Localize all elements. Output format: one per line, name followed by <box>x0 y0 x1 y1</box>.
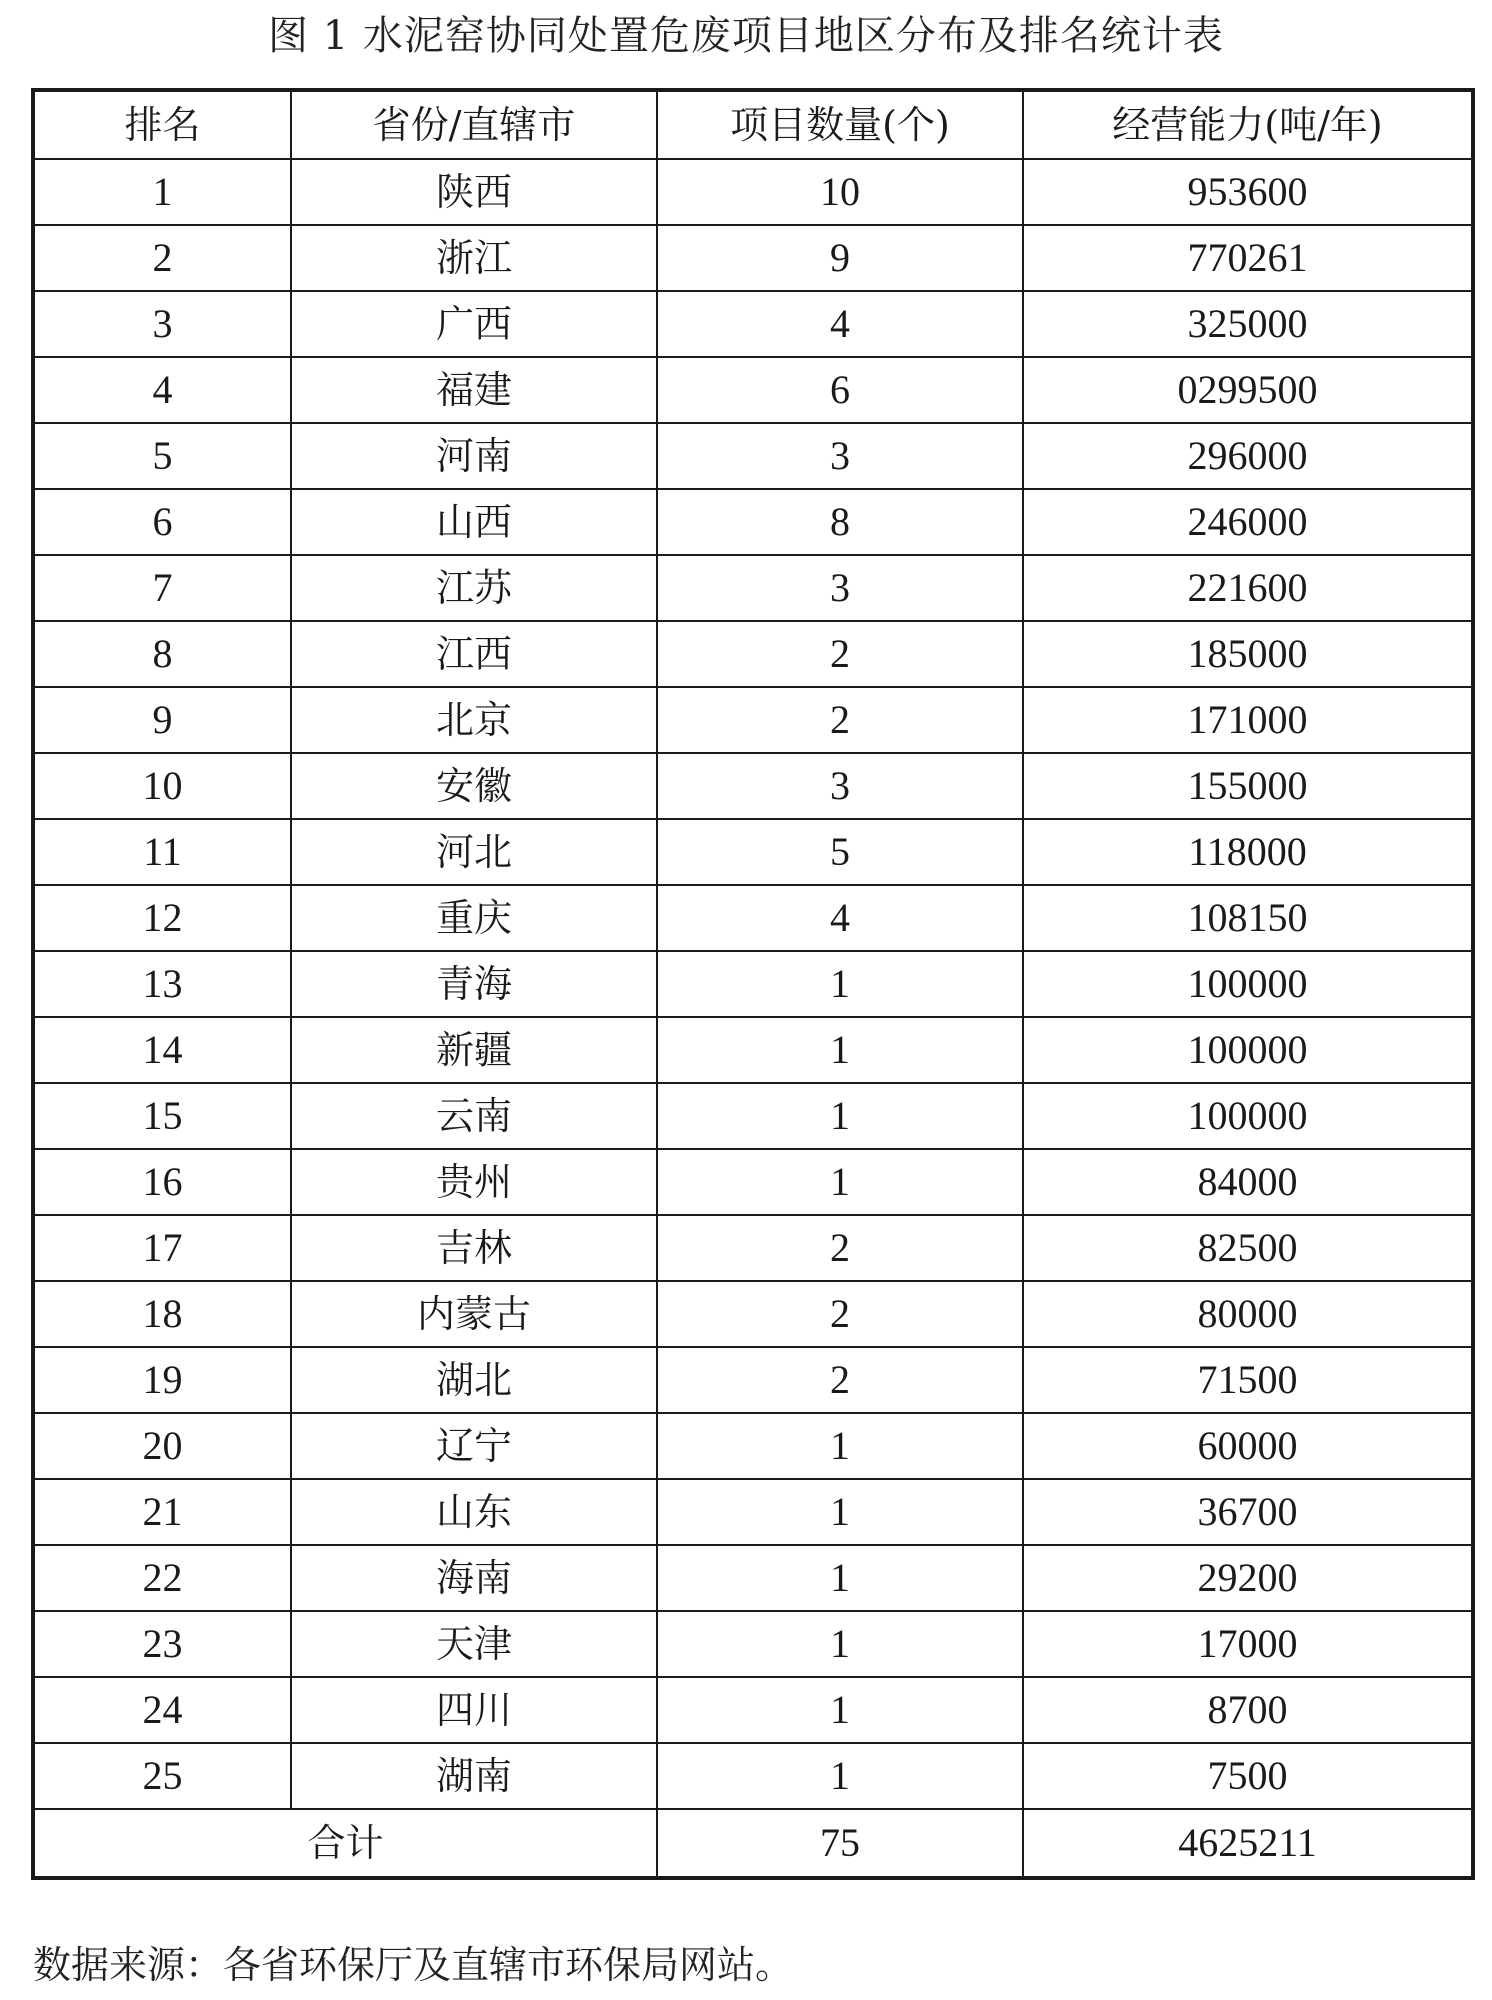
project-count-cell: 3 <box>657 423 1023 489</box>
province-cell: 安徽 <box>291 753 657 819</box>
project-count-cell: 5 <box>657 819 1023 885</box>
project-count-cell: 1 <box>657 1545 1023 1611</box>
province-cell: 贵州 <box>291 1149 657 1215</box>
project-count-cell: 10 <box>657 159 1023 225</box>
province-cell: 内蒙古 <box>291 1281 657 1347</box>
table-row <box>33 1743 1473 1809</box>
province-cell: 新疆 <box>291 1017 657 1083</box>
table-title: 图 1 水泥窑协同处置危废项目地区分布及排名统计表 <box>268 13 1224 59</box>
capacity-cell: 17000 <box>1023 1611 1473 1677</box>
table-row <box>33 1149 1473 1215</box>
province-cell: 云南 <box>291 1083 657 1149</box>
project-count-cell: 1 <box>657 1479 1023 1545</box>
rank-cell: 18 <box>33 1281 291 1347</box>
project-count-cell: 1 <box>657 1677 1023 1743</box>
table-row <box>33 225 1473 291</box>
province-cell: 江西 <box>291 621 657 687</box>
capacity-cell: 100000 <box>1023 951 1473 1017</box>
project-count-cell: 2 <box>657 1215 1023 1281</box>
project-count-cell: 6 <box>657 357 1023 423</box>
project-count-cell: 3 <box>657 753 1023 819</box>
table-row <box>33 1479 1473 1545</box>
capacity-cell: 185000 <box>1023 621 1473 687</box>
project-count-cell: 2 <box>657 687 1023 753</box>
capacity-cell: 953600 <box>1023 159 1473 225</box>
province-cell: 海南 <box>291 1545 657 1611</box>
rank-cell: 8 <box>33 621 291 687</box>
rank-cell: 25 <box>33 1743 291 1809</box>
table-row <box>33 555 1473 621</box>
total-label: 合计 <box>33 1809 657 1878</box>
table-header <box>33 90 1473 159</box>
project-count-cell: 1 <box>657 1611 1023 1677</box>
capacity-cell: 100000 <box>1023 1083 1473 1149</box>
table-row <box>33 951 1473 1017</box>
rank-cell: 2 <box>33 225 291 291</box>
province-cell: 山东 <box>291 1479 657 1545</box>
capacity-cell: 80000 <box>1023 1281 1473 1347</box>
project-count-cell: 4 <box>657 885 1023 951</box>
header-row <box>33 90 1473 159</box>
capacity-cell: 36700 <box>1023 1479 1473 1545</box>
capacity-cell: 246000 <box>1023 489 1473 555</box>
capacity-cell: 7500 <box>1023 1743 1473 1809</box>
table-body <box>33 159 1473 1809</box>
province-cell: 青海 <box>291 951 657 1017</box>
province-cell: 天津 <box>291 1611 657 1677</box>
province-cell: 河南 <box>291 423 657 489</box>
table-row <box>33 489 1473 555</box>
project-count-cell: 9 <box>657 225 1023 291</box>
capacity-cell: 155000 <box>1023 753 1473 819</box>
rank-cell: 12 <box>33 885 291 951</box>
rank-cell: 23 <box>33 1611 291 1677</box>
rank-cell: 3 <box>33 291 291 357</box>
province-cell: 湖南 <box>291 1743 657 1809</box>
table-row <box>33 687 1473 753</box>
table-row <box>33 1413 1473 1479</box>
statistics-table <box>31 88 1475 1880</box>
province-cell: 湖北 <box>291 1347 657 1413</box>
header-project-count: 项目数量(个) <box>657 90 1023 159</box>
table-row <box>33 357 1473 423</box>
province-cell: 四川 <box>291 1677 657 1743</box>
table-row <box>33 1281 1473 1347</box>
table-row <box>33 159 1473 225</box>
rank-cell: 15 <box>33 1083 291 1149</box>
project-count-cell: 8 <box>657 489 1023 555</box>
rank-cell: 17 <box>33 1215 291 1281</box>
table-row <box>33 1611 1473 1677</box>
capacity-cell: 118000 <box>1023 819 1473 885</box>
province-cell: 重庆 <box>291 885 657 951</box>
rank-cell: 11 <box>33 819 291 885</box>
capacity-cell: 296000 <box>1023 423 1473 489</box>
table-row <box>33 1677 1473 1743</box>
rank-cell: 13 <box>33 951 291 1017</box>
rank-cell: 10 <box>33 753 291 819</box>
rank-cell: 19 <box>33 1347 291 1413</box>
table-row <box>33 1017 1473 1083</box>
capacity-cell: 221600 <box>1023 555 1473 621</box>
project-count-cell: 2 <box>657 1281 1023 1347</box>
capacity-cell: 29200 <box>1023 1545 1473 1611</box>
rank-cell: 24 <box>33 1677 291 1743</box>
rank-cell: 20 <box>33 1413 291 1479</box>
rank-cell: 14 <box>33 1017 291 1083</box>
table-row <box>33 1215 1473 1281</box>
capacity-cell: 100000 <box>1023 1017 1473 1083</box>
capacity-cell: 71500 <box>1023 1347 1473 1413</box>
project-count-cell: 1 <box>657 1017 1023 1083</box>
rank-cell: 6 <box>33 489 291 555</box>
table-row <box>33 1545 1473 1611</box>
project-count-cell: 3 <box>657 555 1023 621</box>
rank-cell: 5 <box>33 423 291 489</box>
project-count-cell: 1 <box>657 1743 1023 1809</box>
capacity-cell: 84000 <box>1023 1149 1473 1215</box>
rank-cell: 7 <box>33 555 291 621</box>
province-cell: 浙江 <box>291 225 657 291</box>
rank-cell: 9 <box>33 687 291 753</box>
project-count-cell: 1 <box>657 1149 1023 1215</box>
capacity-cell: 0299500 <box>1023 357 1473 423</box>
rank-cell: 4 <box>33 357 291 423</box>
table-row <box>33 423 1473 489</box>
table-row <box>33 621 1473 687</box>
header-province: 省份/直辖市 <box>291 90 657 159</box>
project-count-cell: 2 <box>657 1347 1023 1413</box>
rank-cell: 16 <box>33 1149 291 1215</box>
capacity-cell: 770261 <box>1023 225 1473 291</box>
rank-cell: 22 <box>33 1545 291 1611</box>
project-count-cell: 4 <box>657 291 1023 357</box>
table-row <box>33 1347 1473 1413</box>
capacity-cell: 325000 <box>1023 291 1473 357</box>
province-cell: 陕西 <box>291 159 657 225</box>
table-row <box>33 885 1473 951</box>
capacity-cell: 82500 <box>1023 1215 1473 1281</box>
province-cell: 辽宁 <box>291 1413 657 1479</box>
project-count-cell: 2 <box>657 621 1023 687</box>
rank-cell: 1 <box>33 159 291 225</box>
province-cell: 广西 <box>291 291 657 357</box>
source-note: 数据来源：各省环保厅及直辖市环保局网站。 <box>33 1943 794 1987</box>
header-capacity: 经营能力(吨/年) <box>1023 90 1473 159</box>
capacity-cell: 108150 <box>1023 885 1473 951</box>
project-count-cell: 1 <box>657 1413 1023 1479</box>
table-footer <box>33 1809 1473 1878</box>
province-cell: 北京 <box>291 687 657 753</box>
capacity-cell: 8700 <box>1023 1677 1473 1743</box>
table-row <box>33 753 1473 819</box>
rank-cell: 21 <box>33 1479 291 1545</box>
total-capacity: 4625211 <box>1023 1809 1473 1878</box>
province-cell: 福建 <box>291 357 657 423</box>
table-row <box>33 1083 1473 1149</box>
province-cell: 河北 <box>291 819 657 885</box>
header-rank: 排名 <box>33 90 291 159</box>
capacity-cell: 171000 <box>1023 687 1473 753</box>
table-row <box>33 291 1473 357</box>
province-cell: 江苏 <box>291 555 657 621</box>
table-row <box>33 819 1473 885</box>
province-cell: 山西 <box>291 489 657 555</box>
total-row <box>33 1809 1473 1878</box>
project-count-cell: 1 <box>657 1083 1023 1149</box>
project-count-cell: 1 <box>657 951 1023 1017</box>
province-cell: 吉林 <box>291 1215 657 1281</box>
capacity-cell: 60000 <box>1023 1413 1473 1479</box>
total-count: 75 <box>657 1809 1023 1878</box>
